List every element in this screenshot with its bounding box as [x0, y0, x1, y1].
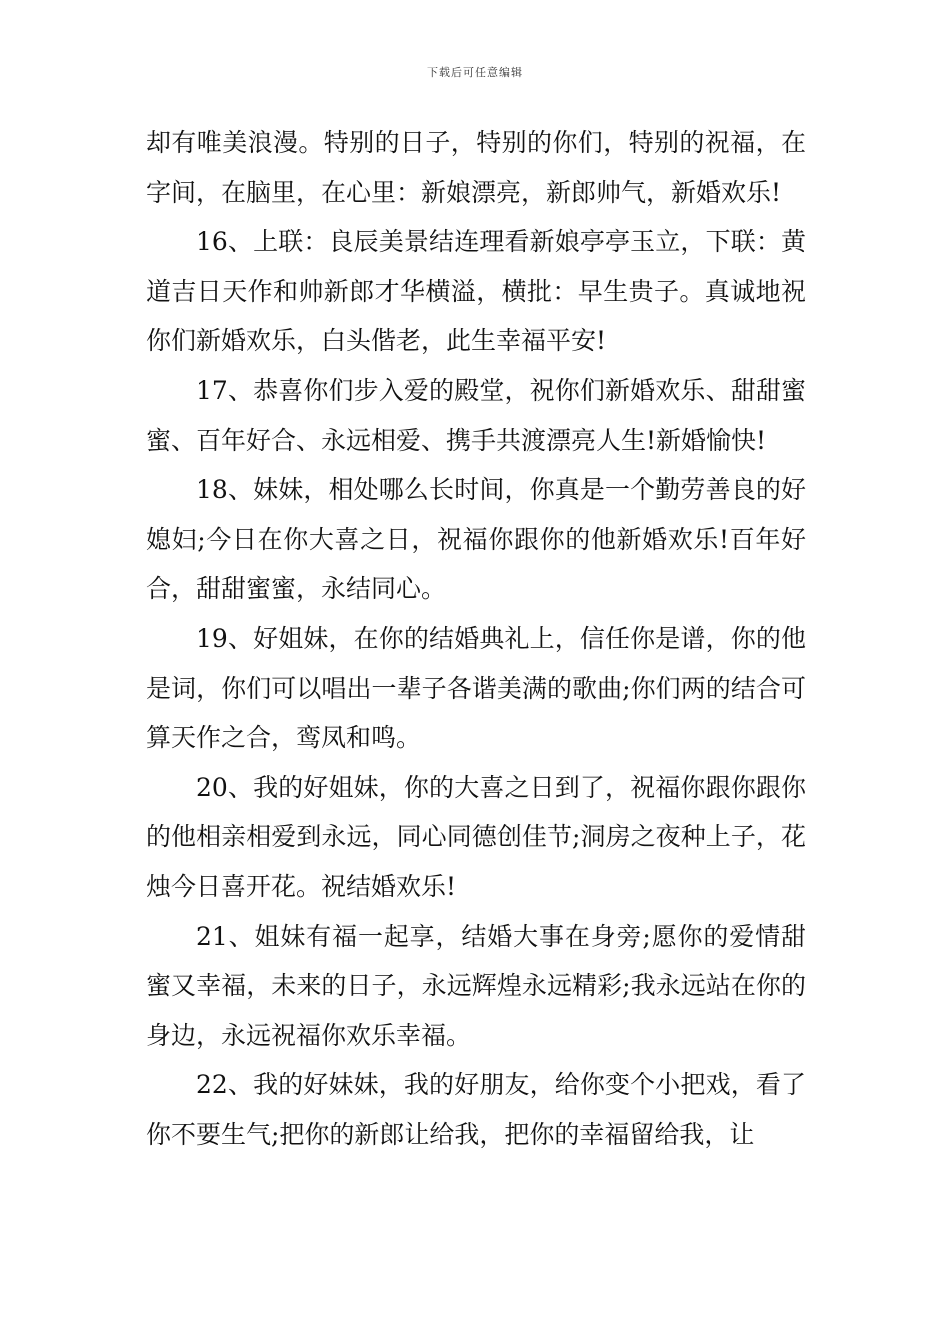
paragraph-18: 18、妹妹，相处哪么长时间，你真是一个勤劳善良的好媳妇;今日在你大喜之日，祝福你跟你的他新婚欢乐!百年好合，甜甜蜜蜜，永结同心。 [146, 475, 806, 604]
document-body [146, 118, 806, 1159]
page-header: 下载后可任意编辑 [427, 66, 523, 79]
paragraph-22: 22、我的好妹妹，我的好朋友，给你变个小把戏，看了你不要生气;把你的新郎让给我，把你的幸福留给我，让 [146, 1070, 806, 1149]
paragraph-19: 19、好姐妹，在你的结婚典礼上，信任你是谱，你的他是词，你们可以唱出一辈子各谐美满的歌曲;你们两的结合可算天作之合，鸾凤和鸣。 [146, 623, 806, 753]
paragraph-continuation: 却有唯美浪漫。特别的日子，特别的你们，特别的祝福，在字间，在脑里，在心里：新娘漂亮，新郎帅气，新婚欢乐! [146, 128, 806, 207]
paragraph-20: 20、我的好姐妹，你的大喜之日到了，祝福你跟你跟你的他相亲相爱到永远，同心同德创佳节;洞房之夜种上子，花烛今日喜开花。祝结婚欢乐! [146, 772, 806, 901]
paragraph-17: 17、恭喜你们步入爱的殿堂，祝你们新婚欢乐、甜甜蜜蜜、百年好合、永远相爱、携手共渡漂亮人生!新婚愉快! [146, 375, 806, 455]
paragraph-21: 21、姐妹有福一起享，结婚大事在身旁;愿你的爱情甜蜜又幸福，未来的日子，永远辉煌永远精彩;我永远站在你的身边，永远祝福你欢乐幸福。 [146, 921, 806, 1050]
paragraph-16: 16、上联：良辰美景结连理看新娘亭亭玉立，下联：黄道吉日天作和帅新郎才华横溢，横批：早生贵子。真诚地祝你们新婚欢乐，白头偕老，此生幸福平安! [146, 227, 806, 356]
